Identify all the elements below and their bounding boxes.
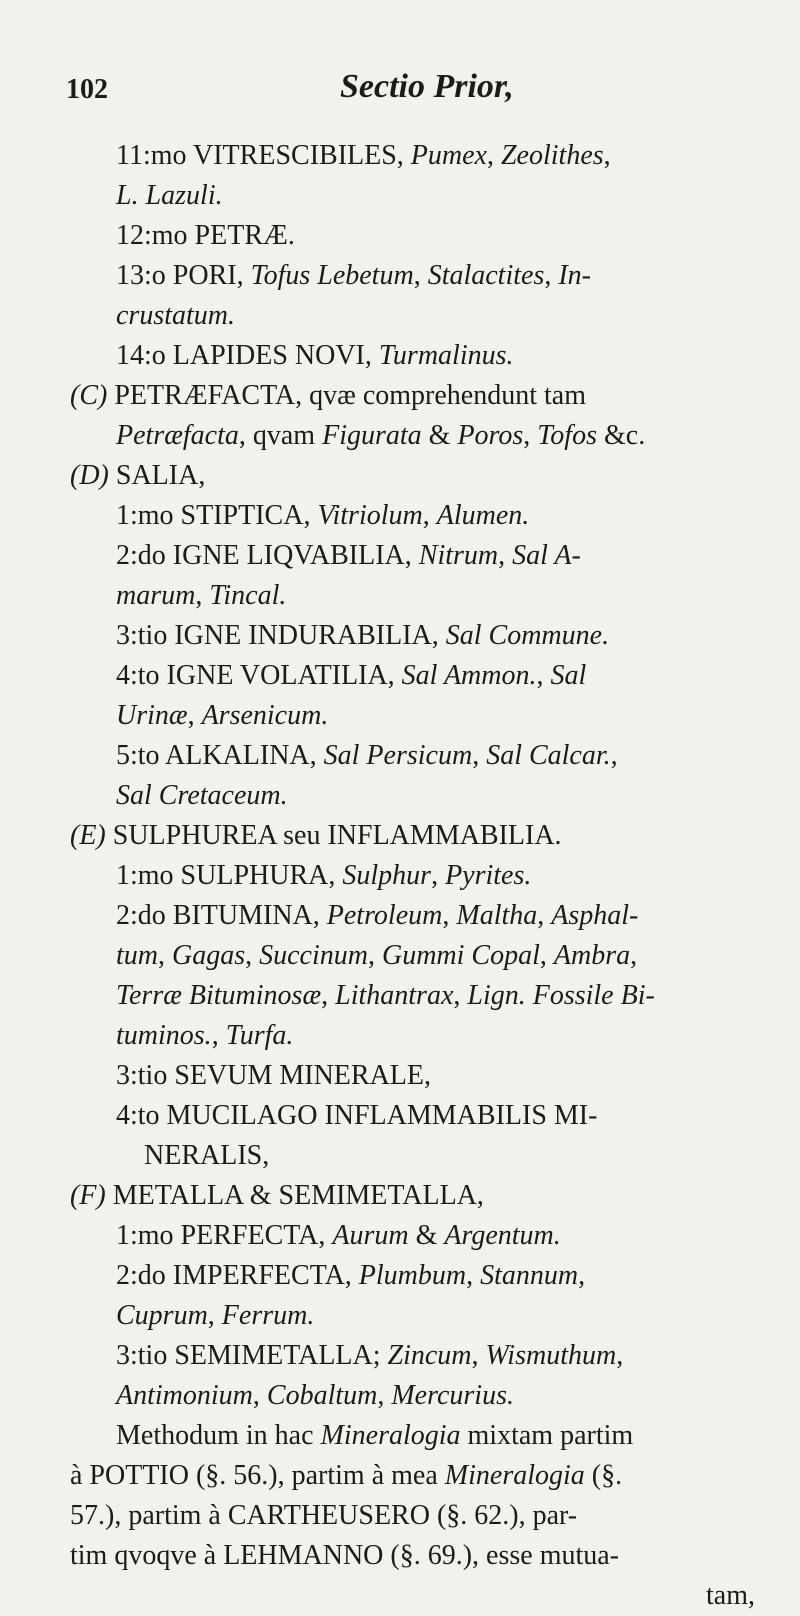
text-span: Plumbum [358, 1260, 467, 1291]
text-span: 1:mo SULPHURA, [116, 860, 343, 891]
text-span: (F) [70, 1180, 113, 1211]
text-span: NERALIS, [144, 1140, 270, 1171]
text-span: , [211, 1020, 226, 1051]
text-span: , [466, 1260, 481, 1291]
text-span: 12:mo PETRÆ. [116, 220, 295, 251]
text-span: Mineralogia [320, 1420, 461, 1451]
page-number: 102 [66, 74, 108, 105]
text-span: Maltha [456, 900, 538, 931]
text-span: tum [116, 940, 158, 971]
text-line [70, 536, 775, 576]
text-line [70, 576, 775, 616]
text-span: METALLA & SEMIMETALLA, [112, 1180, 484, 1211]
text-line [70, 1176, 775, 1216]
text-line [70, 1216, 775, 1256]
text-span: (E) [70, 820, 113, 851]
text-span: Arsenicum. [201, 700, 329, 731]
text-span: Cuprum [116, 1300, 208, 1331]
text-line [70, 1336, 775, 1376]
text-span: , [603, 140, 611, 171]
running-title: Sectio Prior, [340, 68, 514, 105]
text-span: tuminos. [116, 1020, 212, 1051]
text-span: Sal Commune. [445, 620, 610, 651]
text-span: Zeolithes [500, 140, 604, 171]
text-line [70, 896, 775, 936]
text-span: 57.), partim à CARTHEUSERO (§. 62.), par- [70, 1500, 578, 1531]
text-span: , [498, 540, 513, 571]
text-span: 11:mo VITRESCIBILES, [116, 140, 411, 171]
text-span: Argentum. [444, 1220, 561, 1251]
text-span: Sal [550, 660, 587, 691]
text-line [70, 1536, 775, 1576]
text-span: (D) [70, 460, 116, 491]
text-line [70, 1056, 775, 1096]
text-span: Mineralogia [444, 1460, 585, 1491]
text-span: , [187, 700, 202, 731]
text-span: Petræfacta [116, 420, 239, 451]
text-span: , [442, 900, 457, 931]
text-span: , [630, 940, 638, 971]
page-header [0, 66, 800, 116]
text-span: Antimonium [116, 1380, 253, 1411]
text-span: SULPHUREA seu INFLAMMABILIA. [112, 820, 562, 851]
text-span: Sal Ammon. [401, 660, 537, 691]
text-span: Methodum in hac [116, 1420, 321, 1451]
text-line [70, 1576, 775, 1616]
text-span: , [431, 860, 446, 891]
text-span: Tofus Lebetum [250, 260, 414, 291]
text-line [70, 336, 775, 376]
text-span: 14:o LAPIDES NOVI, [116, 340, 379, 371]
text-line [70, 296, 775, 336]
text-line [70, 856, 775, 896]
text-line [70, 976, 775, 1016]
text-span: , [536, 660, 551, 691]
text-line [70, 1376, 775, 1416]
text-span: , [195, 580, 210, 611]
text-span: , [158, 940, 172, 971]
text-span: , [537, 900, 552, 931]
text-span: , [377, 1380, 392, 1411]
text-span: , [245, 940, 260, 971]
text-span: Pumex [410, 140, 487, 171]
text-span: Tofos [537, 420, 597, 451]
text-span: Turfa. [225, 1020, 294, 1051]
text-line [70, 1416, 775, 1456]
text-line [70, 1016, 775, 1056]
text-line [70, 696, 775, 736]
text-span: Urinæ [116, 700, 188, 731]
text-span: Nitrum [418, 540, 499, 571]
text-span: crustatum. [116, 300, 235, 331]
text-span: Poros [457, 420, 524, 451]
text-span: PETRÆFACTA, qvæ comprehendunt tam [114, 380, 586, 411]
text-span: Aurum [332, 1220, 409, 1251]
text-span: Sal Cretaceum. [116, 780, 288, 811]
text-span: mixtam partim [460, 1420, 634, 1451]
text-span: Petroleum [326, 900, 443, 931]
text-span: 3:tio SEMIMETALLA; [116, 1340, 388, 1371]
text-span: Stalactites [427, 260, 545, 291]
text-span: , [471, 1340, 486, 1371]
text-line [70, 816, 775, 856]
text-line [70, 1256, 775, 1296]
text-span: Asphal- [551, 900, 639, 931]
text-span: tim qvoqve à LEHMANNO (§. 69.), esse mutua- [70, 1540, 620, 1571]
text-line [70, 776, 775, 816]
text-span: Sal A- [512, 540, 581, 571]
text-span: Gagas [172, 940, 246, 971]
text-span: Ambra [553, 940, 631, 971]
text-span: Wismuthum [485, 1340, 617, 1371]
text-line [70, 1096, 775, 1136]
text-span: Tincal. [209, 580, 287, 611]
page-body [70, 136, 775, 1616]
text-span: Mercurius. [391, 1380, 514, 1411]
text-span: 4:to IGNE VOLATILIA, [116, 660, 402, 691]
text-span: 2:do IMPERFECTA, [116, 1260, 359, 1291]
text-span: , [523, 420, 538, 451]
text-line [70, 376, 775, 416]
text-span: à POTTIO (§. 56.), partim à mea [70, 1460, 445, 1491]
text-span: Ferrum. [221, 1300, 315, 1331]
text-span: , [544, 260, 559, 291]
text-span: marum [116, 580, 196, 611]
text-span: 5:to ALKALINA, [116, 740, 324, 771]
text-span: , [578, 1260, 586, 1291]
text-span: , [252, 1380, 267, 1411]
text-span: &c. [596, 420, 646, 451]
text-line [70, 1496, 775, 1536]
text-line [70, 416, 775, 456]
text-span: Vitriolum [317, 500, 423, 531]
text-span: Turmalinus. [378, 340, 514, 371]
text-line [70, 616, 775, 656]
text-line [70, 936, 775, 976]
text-span: Sal Calcar. [486, 740, 611, 771]
text-span: tam, [706, 1580, 755, 1611]
text-span: Gummi Copal [381, 940, 540, 971]
text-span: , [486, 140, 501, 171]
text-line [70, 1136, 775, 1176]
text-span: Sal Persicum [323, 740, 473, 771]
text-span: , [610, 740, 618, 771]
text-span: & [408, 1220, 445, 1251]
text-span: , [539, 940, 554, 971]
text-line [70, 656, 775, 696]
text-line [70, 1456, 775, 1496]
text-span: Lithantrax [335, 980, 454, 1011]
text-span: , qvam [238, 420, 323, 451]
text-line [70, 496, 775, 536]
text-span: Alumen. [436, 500, 530, 531]
text-span: 2:do IGNE LIQVABILIA, [116, 540, 419, 571]
text-span: 1:mo PERFECTA, [116, 1220, 333, 1251]
text-span: , [472, 740, 487, 771]
text-line [70, 1296, 775, 1336]
text-span: Lign. Fossile Bi- [467, 980, 655, 1011]
text-span: , [367, 940, 382, 971]
text-span: Stannum [480, 1260, 579, 1291]
text-span: Cobaltum [266, 1380, 378, 1411]
text-span: 3:tio IGNE INDURABILIA, [116, 620, 446, 651]
text-span: 3:tio SEVUM MINERALE, [116, 1060, 431, 1091]
text-line [70, 176, 775, 216]
text-span: 1:mo STIPTICA, [116, 500, 318, 531]
text-span: (C) [70, 380, 115, 411]
text-span: Succinum [259, 940, 368, 971]
text-span: , [413, 260, 428, 291]
text-span: L. Lazuli. [116, 180, 223, 211]
text-span: SALIA, [115, 460, 206, 491]
text-span: , [453, 980, 468, 1011]
text-line [70, 736, 775, 776]
text-span: Figurata [322, 420, 422, 451]
text-span: (§. [584, 1460, 623, 1491]
text-span: , [321, 980, 336, 1011]
text-span: 4:to MUCILAGO INFLAMMABILIS MI- [116, 1100, 598, 1131]
text-span: 2:do BITUMINA, [116, 900, 327, 931]
text-span: Terræ Bituminosæ [116, 980, 322, 1011]
text-span: 13:o PORI, [116, 260, 251, 291]
text-line [70, 136, 775, 176]
text-span: , [422, 500, 437, 531]
text-span: , [207, 1300, 222, 1331]
text-span: Sulphur [342, 860, 432, 891]
text-line [70, 456, 775, 496]
text-span: & [421, 420, 458, 451]
text-span: In- [558, 260, 591, 291]
text-line [70, 256, 775, 296]
text-span: Pyrites. [445, 860, 532, 891]
text-span: , [616, 1340, 624, 1371]
text-span: Zincum [387, 1340, 472, 1371]
text-line [70, 216, 775, 256]
